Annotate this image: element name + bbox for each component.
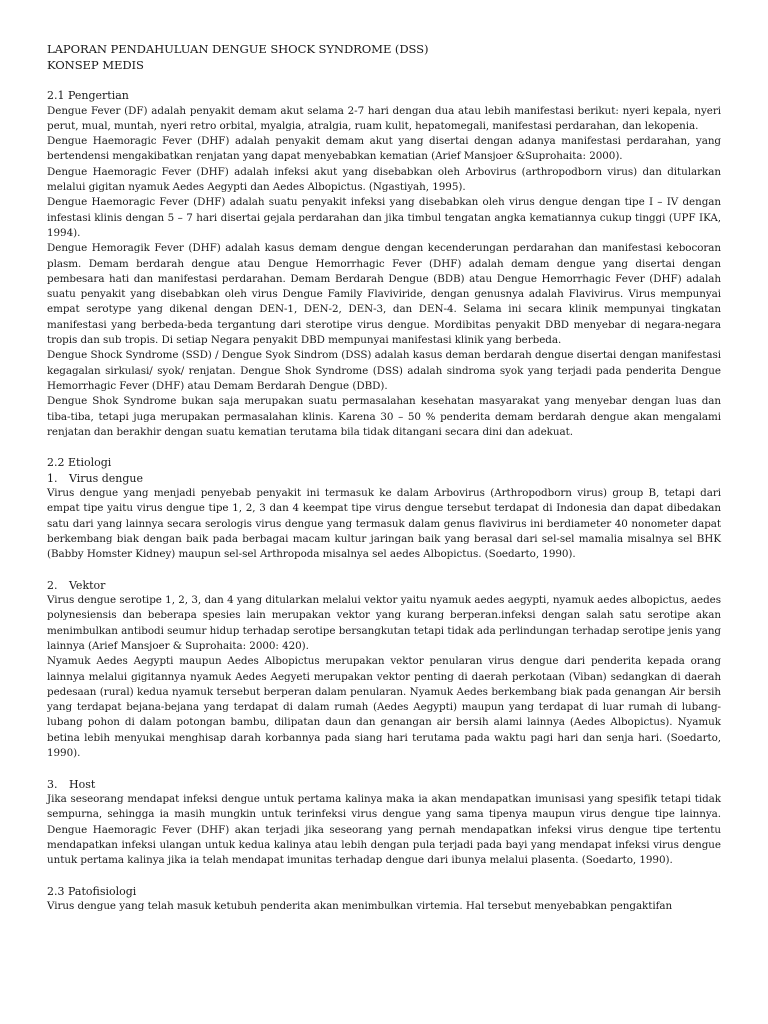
paragraph: Dengue Haemoragic Fever (DHF) adalah infeksi akut yang disebabkan oleh Arbovirus (arthropodborn virus) dan ditularkan melalui gigitan nyamuk Aedes Aegypti dan Aedes Albopictus. (Ngastiyah, 1995). [47, 165, 721, 194]
paragraph: Dengue Shock Syndrome (SSD) / Dengue Syok Sindrom (DSS) adalah kasus deman berdarah dengue disertai dengan manifestasi kegagalan sirkulasi/ syok/ renjatan. Dengue Shok Syndrome (DSS) adalah sindroma syok yang terjadi pada penderita Dengue Hemorrhagic Fever (DHF) atau Demam Berdarah Dengue (DBD). [47, 349, 721, 392]
section-heading: 2.1 Pengertian [47, 89, 129, 103]
section-heading: 2.3 Patofisiologi [47, 884, 137, 898]
list-number: 2. [47, 578, 58, 592]
paragraph: Jika seseorang mendapat infeksi dengue untuk pertama kalinya maka ia akan mendapatkan imunisasi yang spesifik tetapi tidak sempurna, sehingga ia masih mungkin untuk terinfeksi virus dengue yang sama tipenya maupun virus dengue tipe lainnya. Dengue Haemoragic Fever (DHF) akan terjadi jika seseorang yang pernah mendapatkan infeksi virus dengue tipe tertentu mendapatkan infeksi ulangan untuk kedua kalinya atau lebih dengan pula terjadi pada bayi yang mendapat infeksi virus dengue untuk pertama kalinya jika ia telah mendapat imunitas terhadap dengue dari ibunya melalui plasenta. (Soedarto, 1990). [47, 792, 721, 867]
paragraph: Dengue Shok Syndrome bukan saja merupakan suatu permasalahan kesehatan masyarakat yang menyebar dengan luas dan tiba-tiba, tetapi juga merupakan permasalahan klinis. Karena 30 – 50 % penderita demam berdarah dengue akan mengalami renjatan dan berakhir dengan suatu kematian terutama bila tidak ditangani secara dini dan adekuat. [47, 395, 721, 438]
section-heading: 2.2 Etiologi [47, 456, 112, 470]
paragraph: Virus dengue yang menjadi penyebab penyakit ini termasuk ke dalam Arbovirus (Arthropodborn virus) group B, tetapi dari empat tipe yaitu virus dengue tipe 1, 2, 3 dan 4 keempat tipe virus dengue tersebut terdapat di Indonesia dan dapat dibedakan satu dari yang lainnya secara serologis virus dengue yang termasuk dalam genus flavivirus ini berdiameter 40 nonometer dapat berkembang biak dengan baik pada berbagai macam kultur jaringan baik yang berasal dari sel-sel mamalia misalnya sel BHK (Babby Homster Kidney) maupun sel-sel Arthropoda misalnya sel aedes Albopictus. (Soedarto, 1990). [47, 487, 721, 561]
section-patofisiologi [47, 884, 721, 915]
list-label: Virus dengue [69, 471, 144, 485]
list-number: 1. [47, 471, 58, 485]
paragraph: Dengue Hemoragik Fever (DHF) adalah kasus demam dengue dengan kecenderungan perdarahan dan manifestasi kebocoran plasm. Demam berdarah dengue atau Dengue Hemorrhagic Fever (DHF) adalah demam dengue yang disertai dengan pembesara hati dan manifestasi perdarahan. Demam Berdarah Dengue (BDB) atau Dengue Hemorrhagic Fever (DHF) adalah suatu penyakit yang disebabkan oleh virus Dengue Family Flaviviride, dengan genusnya adalah Flavivirus. Virus mempunyai empat serotype yang dikenal dengan DEN-1, DEN-2, DEN-3, dan DEN-4. Selama ini secara klinik mempunyai tingkatan manifestasi yang berbeda-beda tergantung dari sterotipe virus dengue. Mordibitas penyakit DBD menyebar di negara-negara tropis dan sub tropis. Di setiap Negara penyakit DBD mempunyai manifestasi klinik yang berbeda. [47, 242, 721, 347]
list-item-heading [47, 471, 721, 486]
paragraph: Virus dengue yang telah masuk ketubuh penderita akan menimbulkan virtemia. Hal tersebut menyebabkan pengaktifan [47, 900, 673, 913]
list-number: 3. [47, 777, 58, 791]
paragraph: Dengue Fever (DF) adalah penyakit demam akut selama 2-7 hari dengan dua atau lebih manifestasi berikut: nyeri kepala, nyeri perut, mual, muntah, nyeri retro orbital, myalgia, atralgia, ruam kulit, hepatomegali, manifestasi perdarahan, dan lekopenia. [47, 104, 721, 132]
document-subtitle: KONSEP MEDIS [47, 57, 144, 72]
document-page [47, 42, 721, 914]
list-item-heading [47, 578, 721, 593]
section-etiologi [47, 455, 721, 868]
document-title: LAPORAN PENDAHULUAN DENGUE SHOCK SYNDROME (DSS) [47, 42, 429, 56]
paragraph: Dengue Haemoragic Fever (DHF) adalah suatu penyakit infeksi yang disebabkan oleh virus dengue dengan tipe I – IV dengan infestasi klinis dengan 5 – 7 hari disertai gejala perdarahan dan jika timbul tengatan angka kematiannya cukup tinggi (UPF IKA, 1994). [47, 196, 721, 239]
section-pengertian [47, 88, 721, 440]
list-label: Host [69, 777, 96, 791]
paragraph: Virus dengue serotipe 1, 2, 3, dan 4 yang ditularkan melalui vektor yaitu nyamuk aedes aegypti, nyamuk aedes albopictus, aedes polynesiensis dan beberapa spesies lain merupakan vektor yang kurang berperan.infeksi dengan salah satu serotipe akan menimbulkan antibodi seumur hidup terhadap serotipe bersangkutan tetapi tidak ada perlindungan terhadap serotipe jenis yang lainnya (Arief Mansjoer & Suprohaita: 2000: 420). [47, 594, 721, 652]
paragraph: Dengue Haemoragic Fever (DHF) adalah penyakit demam akut yang disertai dengan adanya manifestasi perdarahan, yang bertendensi mengakibatkan renjatan yang dapat menyebabkan kematian (Arief Mansjoer &Suprohaita: 2000). [47, 135, 721, 163]
paragraph: Nyamuk Aedes Aegypti maupun Aedes Albopictus merupakan vektor penularan virus dengue dari penderita kepada orang lainnya melalui gigitannya nyamuk Aedes Aegyeti merupakan vektor penting di daerah perkotaan (Viban) sedangkan di daerah pedesaan (rural) kedua nyamuk tersebut berperan dalam penularan. Nyamuk Aedes berkembang biak pada genangan Air bersih yang terdapat bejana-bejana yang terdapat di dalam rumah (Aedes Aegypti) maupun yang terdapat di luar rumah di lubang-lubang pohon di dalam potongan bambu, dilipatan daun dan genangan air bersih alami lainnya (Aedes Albopictus). Nyamuk betina lebih menyukai menghisap darah korbannya pada siang hari terutama pada waktu pagi hari dan senja hari. (Soedarto, 1990). [47, 655, 721, 760]
list-label: Vektor [69, 578, 106, 592]
list-item-heading [47, 777, 721, 792]
